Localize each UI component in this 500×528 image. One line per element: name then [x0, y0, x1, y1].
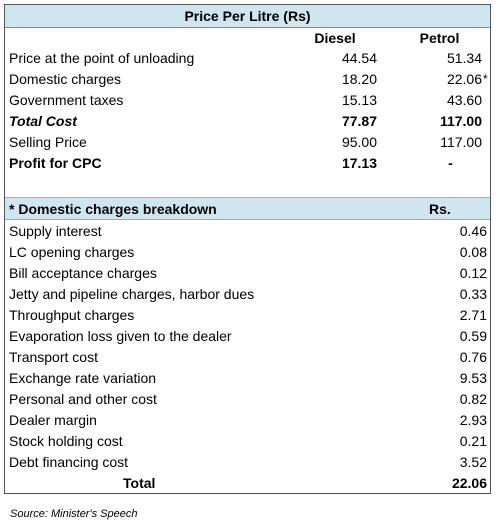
spacer — [5, 174, 490, 197]
list-item — [5, 388, 490, 409]
breakdown-total-row — [5, 472, 490, 493]
total-cost-row — [5, 111, 490, 132]
item-label: Evaporation loss given to the dealer — [9, 327, 232, 344]
source-note: Source: Minister's Speech — [10, 508, 138, 520]
diesel-value: 77.87 — [341, 113, 377, 129]
item-value: 0.08 — [459, 243, 487, 260]
item-value: 0.76 — [459, 348, 487, 365]
item-label: Throughput charges — [9, 306, 135, 323]
petrol-value: 117.00 — [440, 134, 482, 150]
column-header-rs: Rs. — [429, 200, 451, 217]
column-header-petrol: Petrol — [419, 29, 460, 46]
list-item — [5, 409, 490, 430]
item-label: Stock holding cost — [9, 432, 123, 449]
item-label: Supply interest — [9, 222, 102, 239]
table-row — [5, 69, 490, 90]
list-item — [5, 346, 490, 367]
list-item — [5, 283, 490, 304]
table-row — [5, 132, 490, 153]
item-label: Dealer margin — [9, 411, 97, 428]
total-value: 22.06 — [451, 474, 487, 491]
total-label: Total — [123, 474, 156, 491]
item-value: 0.59 — [459, 327, 487, 344]
diesel-value: 18.20 — [341, 71, 377, 87]
item-value: 0.82 — [459, 390, 487, 407]
item-label: Transport cost — [9, 348, 98, 365]
item-label: Bill acceptance charges — [9, 264, 157, 281]
item-label: Debt financing cost — [9, 453, 129, 470]
item-value: 0.21 — [459, 432, 487, 449]
row-label: Selling Price — [9, 134, 87, 150]
item-value: 0.33 — [459, 285, 487, 302]
item-label: Exchange rate variation — [9, 369, 157, 386]
list-item — [5, 367, 490, 388]
table-title: Price Per Litre (Rs) — [5, 5, 490, 28]
row-label: Domestic charges — [9, 71, 122, 87]
petrol-value: - — [448, 155, 453, 171]
breakdown-header — [5, 197, 490, 220]
table-row — [5, 90, 490, 111]
list-item — [5, 451, 490, 472]
row-label: Profit for CPC — [9, 155, 102, 171]
item-value: 0.12 — [459, 264, 487, 281]
row-label: Price at the point of unloading — [9, 50, 195, 66]
item-value: 2.71 — [459, 306, 487, 323]
diesel-value: 44.54 — [341, 50, 377, 66]
item-label: LC opening charges — [9, 243, 135, 260]
item-value: 9.53 — [459, 369, 487, 386]
petrol-value: 51.34 — [446, 50, 482, 66]
item-label: Jetty and pipeline charges, harbor dues — [9, 285, 255, 302]
diesel-value: 15.13 — [341, 92, 377, 108]
row-label: Government taxes — [9, 92, 124, 108]
petrol-value: 22.06 — [446, 71, 482, 87]
price-table — [4, 4, 491, 494]
item-value: 2.93 — [459, 411, 487, 428]
table-row — [5, 48, 490, 69]
item-value: 3.52 — [459, 453, 487, 470]
item-label: Personal and other cost — [9, 390, 157, 407]
list-item — [5, 262, 490, 283]
breakdown-title: * Domestic charges breakdown — [9, 200, 217, 217]
petrol-value: 43.60 — [446, 92, 482, 108]
list-item — [5, 325, 490, 346]
petrol-value: 117.00 — [439, 113, 482, 129]
list-item — [5, 220, 490, 241]
row-label: Total Cost — [9, 113, 77, 129]
column-header-diesel: Diesel — [314, 29, 356, 46]
diesel-value: 17.13 — [341, 155, 377, 171]
diesel-value: 95.00 — [341, 134, 377, 150]
profit-row — [5, 153, 490, 174]
footnote-mark: * — [483, 72, 488, 86]
list-item — [5, 304, 490, 325]
item-value: 0.46 — [459, 222, 487, 239]
column-header-row — [5, 28, 490, 48]
list-item — [5, 430, 490, 451]
list-item — [5, 241, 490, 262]
